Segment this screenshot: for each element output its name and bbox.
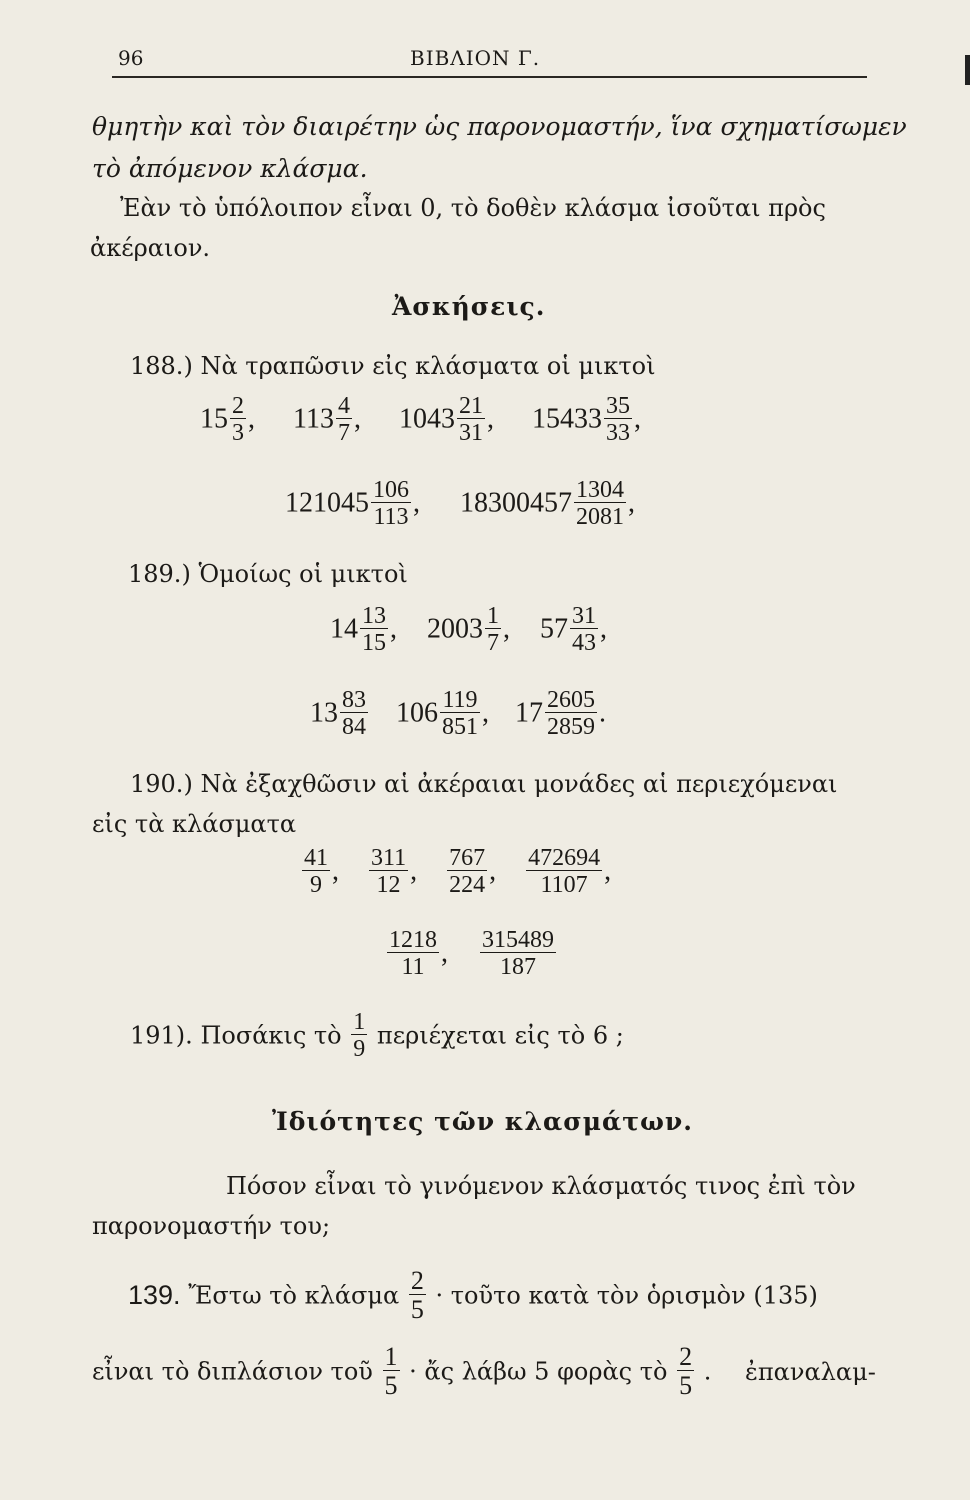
ex189-row2 [310, 688, 632, 739]
ex188-row1 [200, 394, 679, 445]
numerator: 35 [605, 393, 630, 419]
ex190-row1 [300, 846, 639, 897]
numerator: 1 [384, 1342, 398, 1371]
exercise-number: 191). [130, 1021, 193, 1050]
exercise-number: 189.) [128, 560, 191, 588]
fraction [480, 928, 556, 979]
text: εἶναι τὸ διπλάσιον τοῦ [92, 1357, 373, 1386]
paragraph-number: 139. [128, 1280, 181, 1310]
whole-part: 1043 [398, 403, 455, 435]
intro-line-4: ἀκέραιον. [90, 234, 211, 262]
page-edge-mark [965, 55, 970, 85]
numerator: 1 [353, 1009, 366, 1035]
mixed-number [515, 688, 606, 739]
denominator: 851 [442, 714, 478, 740]
separator: . [599, 697, 606, 729]
fraction [351, 1010, 367, 1061]
fraction [409, 1268, 426, 1323]
denominator: 5 [384, 1371, 398, 1400]
mixed-number [460, 478, 635, 529]
separator: , [248, 403, 255, 435]
ex189-row1 [330, 604, 637, 655]
separator: , [628, 487, 635, 519]
properties-heading: Ἰδιότητες τῶν κλασμάτων. [272, 1107, 693, 1136]
question-line-2: παρονομαστήν του; [92, 1212, 331, 1240]
fraction [440, 688, 480, 739]
fraction [336, 394, 352, 445]
fraction [387, 928, 439, 979]
denominator: 224 [449, 872, 486, 898]
fraction [574, 478, 626, 529]
header-rule [112, 76, 867, 78]
separator: , [600, 613, 607, 645]
whole-part: 113 [293, 403, 334, 435]
numerator: 83 [342, 687, 366, 713]
paragraph-139-line-2 [92, 1344, 876, 1399]
exercise-number: 190.) [130, 770, 193, 798]
mixed-number [200, 394, 255, 445]
denominator: 31 [458, 420, 483, 446]
denominator: 33 [605, 420, 630, 446]
numerator: 2 [679, 1342, 693, 1371]
denominator: 15 [362, 630, 386, 656]
mixed-number [310, 688, 370, 739]
exercise-190 [130, 770, 837, 798]
mixed-number [396, 688, 489, 739]
running-title: ΒΙΒΛΙΟΝ Γ. [410, 46, 541, 70]
numerator: 1304 [576, 477, 624, 503]
numerator: 4 [337, 393, 350, 419]
separator: , [503, 613, 510, 645]
fraction [604, 394, 632, 445]
denominator: 2081 [576, 504, 624, 530]
fraction-item [445, 846, 496, 897]
mixed-number [540, 604, 607, 655]
exercise-number: 188.) [130, 352, 193, 380]
numerator: 2 [232, 393, 244, 419]
denominator: 12 [369, 870, 408, 897]
denominator: 187 [480, 952, 556, 979]
numerator: 472694 [528, 845, 601, 871]
text: · ἄς λάβω 5 φορὰς τὸ [409, 1357, 668, 1386]
exercise-189 [128, 560, 408, 588]
fraction [230, 394, 246, 445]
exercises-heading: Ἀσκήσεις. [392, 292, 546, 321]
denominator: 84 [342, 714, 366, 740]
fraction-item [300, 846, 339, 897]
numerator: 315489 [482, 927, 554, 953]
numerator: 1218 [389, 927, 437, 953]
intro-line-2: τὸ ἀπόμενον κλάσμα. [92, 154, 368, 183]
exercise-text: Νὰ ἐξαχθῶσιν αἱ ἀκέραιαι μονάδες αἱ περιεχόμεναι [200, 770, 838, 798]
fraction-item [478, 928, 558, 979]
separator: , [413, 487, 420, 519]
fraction [447, 846, 487, 897]
fraction [302, 846, 330, 897]
mixed-number [285, 478, 420, 529]
separator: , [441, 937, 448, 969]
denominator: 43 [572, 630, 596, 656]
numerator: 767 [449, 845, 486, 871]
intro-line-3: Ἐὰν τὸ ὑπόλοιπον εἶναι 0, τὸ δοθὲν κλάσμα ἰσοῦται πρὸς [120, 194, 826, 222]
exercise-190-line2: εἰς τὰ κλάσματα [92, 810, 297, 838]
mixed-number [399, 394, 494, 445]
separator: , [410, 855, 418, 887]
separator: , [482, 697, 489, 729]
exercise-text: Νὰ τραπῶσιν εἰς κλάσματα οἱ μικτοὶ [200, 352, 656, 380]
exercise-text: Ὁμοίως οἱ μικτοὶ [198, 560, 408, 588]
numerator: 311 [371, 845, 407, 871]
denominator: 7 [337, 420, 350, 446]
fraction-item [367, 846, 417, 897]
numerator: 106 [373, 477, 409, 503]
mixed-number [532, 394, 641, 445]
whole-part: 2003 [427, 613, 483, 645]
ex188-row2 [285, 478, 675, 529]
exercise-text-end: περιέχεται εἰς τὸ 6 ; [376, 1021, 624, 1050]
separator: , [353, 403, 361, 435]
whole-part: 57 [540, 613, 568, 645]
numerator: 13 [362, 603, 386, 629]
whole-part: 15 [200, 403, 228, 435]
whole-part: 13 [310, 697, 338, 729]
denominator: 113 [371, 502, 411, 529]
fraction-item [524, 846, 611, 897]
numerator: 21 [458, 393, 483, 419]
fraction [526, 846, 602, 897]
whole-part: 15433 [531, 403, 602, 435]
numerator: 2 [410, 1266, 424, 1295]
whole-part: 121045 [285, 487, 369, 519]
fraction [369, 846, 408, 897]
separator: , [486, 403, 494, 435]
mixed-number [427, 604, 510, 655]
numerator: 41 [304, 845, 328, 871]
text: . [703, 1357, 712, 1386]
fraction [340, 688, 368, 739]
text: ἐπαναλαμ- [745, 1357, 876, 1386]
exercise-191 [130, 1010, 624, 1061]
separator: , [390, 613, 397, 645]
fraction [570, 604, 598, 655]
separator: , [332, 855, 339, 887]
mixed-number [330, 604, 397, 655]
text: Ἔστω τὸ κλάσμα [188, 1281, 400, 1310]
fraction [360, 604, 388, 655]
numerator: 1 [487, 603, 499, 629]
whole-part: 106 [396, 697, 438, 729]
denominator: 9 [353, 1036, 366, 1062]
fraction [485, 604, 501, 655]
whole-part: 14 [330, 613, 358, 645]
denominator: 3 [232, 420, 244, 446]
intro-line-1: θμητὴν καὶ τὸν διαιρέτην ὡς παρονομαστήν, ἵνα σχηματίσωμεν [92, 112, 907, 141]
text: · τοῦτο κατὰ τὸν ὁρισμὸν (135) [435, 1281, 818, 1310]
fraction [371, 478, 411, 529]
denominator: 9 [302, 870, 330, 897]
numerator: 31 [572, 603, 596, 629]
question-line-1: Πόσον εἶναι τὸ γινόμενον κλάσματός τινος ἐπὶ τὸν [226, 1172, 856, 1200]
denominator: 7 [487, 630, 499, 656]
paragraph-139-line-1 [128, 1268, 818, 1323]
whole-part: 17 [515, 697, 543, 729]
fraction [545, 688, 597, 739]
separator: , [489, 855, 497, 887]
mixed-number [293, 394, 361, 445]
whole-part: 18300457 [460, 487, 572, 519]
page-number: 96 [118, 46, 144, 70]
ex190-row2 [385, 928, 588, 979]
denominator: 1107 [526, 870, 602, 897]
denominator: 2859 [547, 714, 595, 740]
numerator: 2605 [547, 687, 595, 713]
denominator: 5 [679, 1371, 693, 1400]
exercise-188 [130, 352, 656, 380]
exercise-text: Ποσάκις τὸ [200, 1021, 342, 1050]
denominator: 11 [387, 952, 439, 979]
numerator: 119 [442, 687, 478, 713]
separator: , [604, 855, 612, 887]
fraction [677, 1344, 694, 1399]
denominator: 5 [410, 1295, 424, 1324]
fraction [383, 1344, 400, 1399]
separator: , [633, 403, 641, 435]
fraction [457, 394, 485, 445]
fraction-item [385, 928, 448, 979]
